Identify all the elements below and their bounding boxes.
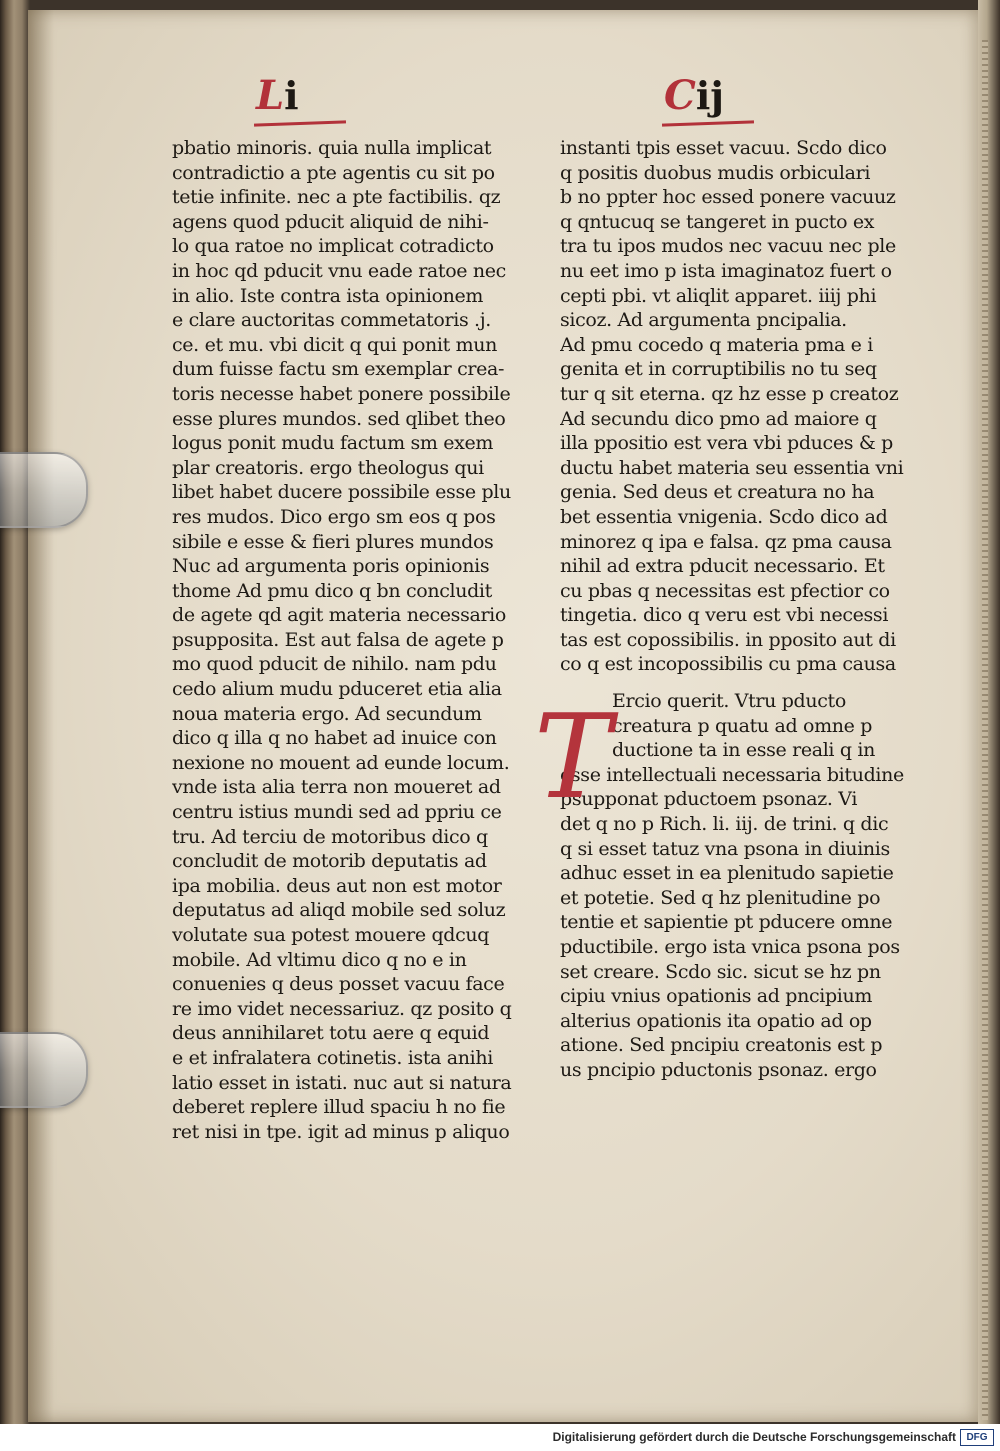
text-line: us pncipio pductonis psonaz. ergo: [560, 1058, 877, 1081]
text-line: Ad pmu cocedo q materia pma e i: [560, 333, 873, 356]
text-line: cedo alium mudu pduceret etia alia: [172, 678, 502, 701]
text-line: esse intellectuali necessaria bitudine: [560, 763, 904, 786]
text-line: concludit de motorib deputatis ad: [172, 850, 487, 873]
text-line: tetie infinite. nec a pte factibilis. qz: [172, 186, 501, 209]
folio-header-right: [664, 72, 744, 119]
text-line: e clare auctoritas commetatoris .j.: [172, 309, 491, 332]
text-line: Ad secundu dico pmo ad maiore q: [560, 407, 877, 430]
text-line: minorez q ipa e falsa. qz pma causa: [560, 530, 892, 553]
text-line: cipiu vnius opationis ad pncipium: [560, 985, 873, 1008]
text-line: genia. Sed deus et creatura no ha: [560, 481, 875, 504]
text-line: genita et in corruptibilis no tu seq: [560, 358, 877, 381]
text-line: nihil ad extra pducit necessario. Et: [560, 555, 885, 578]
dfg-logo: DFG: [960, 1429, 994, 1446]
text-column-right: [560, 136, 910, 1083]
text-line: b no ppter hoc essed ponere vacuuz: [560, 186, 896, 209]
text-line: re imo videt necessariuz. qz posito q: [172, 997, 512, 1020]
text-line: agens quod pducit aliquid de nihi-: [172, 210, 489, 233]
text-column-left: [172, 136, 522, 1144]
text-line: et potetie. Sed q hz plenitudine po: [560, 886, 881, 909]
text-line: ipa mobilia. deus aut non est motor: [172, 874, 502, 897]
text-line: q positis duobus mudis orbiculari: [560, 161, 871, 184]
text-line: illa ppositio est vera vbi pduces & p: [560, 432, 893, 455]
text-line: tru. Ad terciu de motoribus dico q: [172, 825, 488, 848]
text-line: res mudos. Dico ergo sm eos q pos: [172, 505, 496, 528]
text-line: plar creatoris. ergo theologus qui: [172, 456, 484, 479]
text-line: nu eet imo p ista imaginatoz fuert o: [560, 259, 892, 282]
text-line: ret nisi in tpe. igit ad minus p aliquo: [172, 1120, 510, 1143]
text-line: ductu habet materia seu essentia vni: [560, 456, 904, 479]
page-clip-lower: [0, 1032, 88, 1108]
text-line: psupponat pductoem psonaz. Vi: [560, 788, 858, 811]
folio-mark-right: C: [664, 72, 696, 119]
text-line: noua materia ergo. Ad secundum: [172, 702, 482, 725]
text-line: tentie et sapientie pt pducere omne: [560, 911, 893, 934]
text-line: mo quod pducit de nihilo. nam pdu: [172, 653, 497, 676]
text-line: e et infralatera cotinetis. ista anihi: [172, 1046, 493, 1069]
folio-number-right: ij: [695, 73, 725, 118]
text-line: in alio. Iste contra ista opinionem: [172, 284, 484, 307]
text-line: de agete qd agit materia necessario: [172, 604, 506, 627]
text-line: creatura p quatu ad omne p: [612, 714, 873, 737]
text-line: libet habet ducere possibile esse plu: [172, 481, 511, 504]
text-line: vnde ista alia terra non moueret ad: [172, 776, 501, 799]
text-line: co q est incopossibilis cu pma causa: [560, 653, 896, 676]
text-line: cepti pbi. vt aliqlit apparet. iiij phi: [560, 284, 877, 307]
text-line: ce. et mu. vbi dicit q qui ponit mun: [172, 333, 498, 356]
text-line: tur q sit eterna. qz hz esse p creatoz: [560, 382, 899, 405]
text-line: contradictio a pte agentis cu sit po: [172, 161, 495, 184]
folio-number-left: i: [284, 73, 299, 118]
text-line: in hoc qd pducit vnu eade ratoe nec: [172, 259, 506, 282]
text-line: cu pbas q necessitas est pfectior co: [560, 579, 890, 602]
page-clip-upper: [0, 452, 88, 528]
text-line: deputatus ad aliqd mobile sed soluz: [172, 899, 506, 922]
paragraph-gap: [560, 677, 910, 689]
text-line: tra tu ipos mudos nec vacuu nec ple: [560, 235, 896, 258]
text-line: atione. Sed pncipiu creatonis est p: [560, 1034, 883, 1057]
text-line: adhuc esset in ea plenitudo sapietie: [560, 862, 894, 885]
text-line: dum fuisse factu sm exemplar crea-: [172, 358, 505, 381]
text-line: det q no p Rich. li. iij. de trini. q dic: [560, 813, 889, 836]
rubricated-initial: T: [534, 690, 612, 825]
text-line: deus annihilaret totu aere q equid: [172, 1022, 490, 1045]
text-line: nexione no mouent ad eunde locum.: [172, 751, 510, 774]
text-line: conuenies q deus posset vacuu face: [172, 973, 505, 996]
text-line: deberet replere illud spaciu h no fie: [172, 1096, 506, 1119]
text-line: tingetia. dico q veru est vbi necessi: [560, 604, 889, 627]
text-block-right-bottom: [560, 689, 910, 1083]
text-line: ductione ta in esse reali q in: [612, 739, 875, 762]
text-line: set creare. Scdo sic. sicut se hz pn: [560, 960, 881, 983]
text-line: centru istius mundi sed ad ppriu ce: [172, 801, 502, 824]
text-line: toris necesse habet ponere possibile: [172, 382, 511, 405]
text-line: esse plures mundos. sed qlibet theo: [172, 407, 506, 430]
text-line: Ercio querit. Vtru pducto: [612, 690, 846, 713]
text-line: sicoz. Ad argumenta pncipalia.: [560, 309, 847, 332]
text-line: mobile. Ad vltimu dico q no e in: [172, 948, 467, 971]
text-line: Nuc ad argumenta poris opinionis: [172, 555, 490, 578]
text-line: logus ponit mudu factum sm exem: [172, 432, 494, 455]
text-line: bet essentia vnigenia. Scdo dico ad: [560, 505, 888, 528]
footer-bar: [0, 1424, 1000, 1451]
text-line: q si esset tatuz vna psona in diuinis: [560, 837, 890, 860]
book-fore-edge: [978, 0, 1000, 1451]
text-line: sibile e esse & fieri plures mundos: [172, 530, 494, 553]
text-line: tas est copossibilis. in pposito aut di: [560, 628, 896, 651]
text-line: lo qua ratoe no implicat cotradicto: [172, 235, 494, 258]
text-line: pductibile. ergo ista vnica psona pos: [560, 936, 900, 958]
text-line: alterius opationis ita opatio ad op: [560, 1009, 872, 1032]
text-line: thome Ad pmu dico q bn concludit: [172, 579, 492, 602]
text-line: psupposita. Est aut falsa de agete p: [172, 628, 504, 651]
text-line: instanti tpis esset vacuu. Scdo dico: [560, 137, 887, 159]
folio-mark-left: L: [256, 72, 285, 119]
text-line: latio esset in istati. nuc aut si natura: [172, 1071, 512, 1094]
text-line: volutate sua potest mouere qdcuq: [172, 924, 490, 946]
text-block-right-top: [560, 136, 910, 677]
text-line: q qntucuq se tangeret in pucto ex: [560, 210, 875, 233]
footer-credit: Digitalisierung gefördert durch die Deutsche Forschungsgemeinschaft: [552, 1430, 956, 1444]
text-line: pbatio minoris. quia nulla implicat: [172, 137, 492, 159]
folio-header-left: [256, 72, 356, 119]
text-line: dico q illa q no habet ad inuice con: [172, 727, 497, 750]
